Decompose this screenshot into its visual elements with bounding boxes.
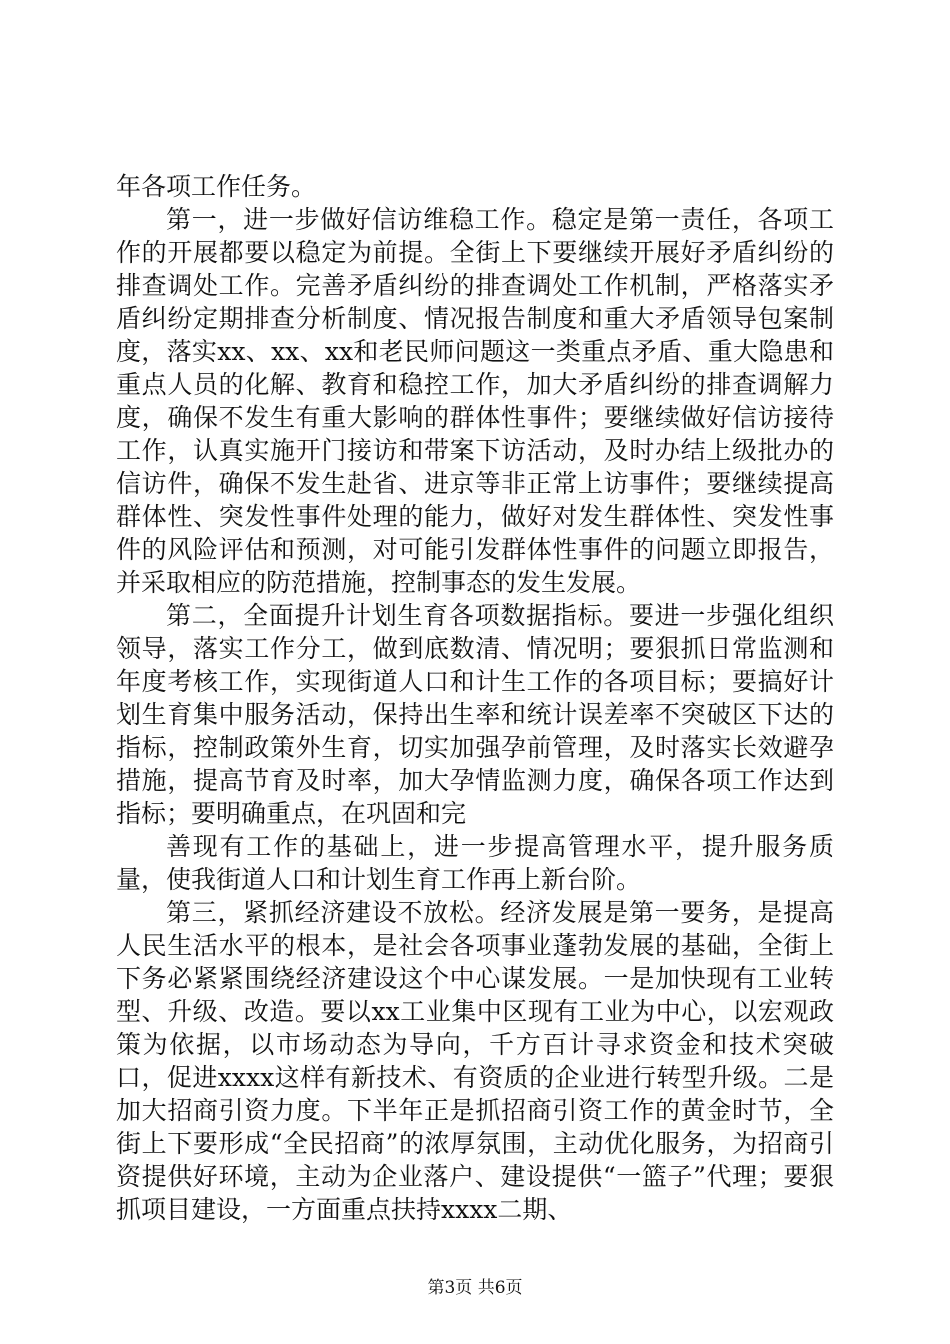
paragraph-first-item: 第一，进一步做好信访维稳工作。稳定是第一责任，各项工作的开展都要以稳定为前提。全街上下要继续开展好矛盾纠纷的排查调处工作。完善矛盾纠纷的排查调处工作机制，严格落实矛盾纠纷定期排查分析制度、情况报告制度和重大矛盾领导包案制度，落实xx、xx、xx和老民师问题这一类重点矛盾、重大隐患和重点人员的化解、教育和稳控工作，加大矛盾纠纷的排查调解力度，确保不发生有重大影响的群体性事件；要继续做好信访接待工作，认真实施开门接访和带案下访活动，及时办结上级批办的信访件，确保不发生赴省、进京等非正常上访事件；要继续提高群体性、突发性事件处理的能力，做好对发生群体性、突发性事件的风险评估和预测，对可能引发群体性事件的问题立即报告，并采取相应的防范措施，控制事态的发生发展。 [116, 205, 834, 597]
page-number-footer: 第3页 共6页 [427, 1278, 523, 1298]
paragraph-second-item-continued: 善现有工作的基础上，进一步提高管理水平，提升服务质量，使我街道人口和计划生育工作再上新台阶。 [116, 832, 834, 894]
paragraph-third-item: 第三，紧抓经济建设不放松。经济发展是第一要务，是提高人民生活水平的根本，是社会各项事业蓬勃发展的基础，全街上下务必紧紧围绕经济建设这个中心谋发展。一是加快现有工业转型、升级、改造。要以xx工业集中区现有工业为中心，以宏观政策为依据，以市场动态为导向，千方百计寻求资金和技术突破口，促进xxxx这样有新技术、有资质的企业进行转型升级。二是加大招商引资力度。下半年正是抓招商引资工作的黄金时节，全街上下要形成“全民招商”的浓厚氛围，主动优化服务，为招商引资提供好环境，主动为企业落户、建设提供“一篮子”代理；要狠抓项目建设，一方面重点扶持xxxx二期、 [116, 898, 834, 1224]
paragraph-second-item: 第二，全面提升计划生育各项数据指标。要进一步强化组织领导，落实工作分工，做到底数清、情况明；要狠抓日常监测和年度考核工作，实现街道人口和计生工作的各项目标；要搞好计划生育集中服务活动，保持出生率和统计误差率不突破区下达的指标，控制政策外生育，切实加强孕前管理，及时落实长效避孕措施，提高节育及时率，加大孕情监测力度，确保各项工作达到指标；要明确重点，在巩固和完 [116, 601, 834, 828]
paragraph-continuation: 年各项工作任务。 [116, 172, 317, 201]
document-body [116, 170, 834, 1226]
